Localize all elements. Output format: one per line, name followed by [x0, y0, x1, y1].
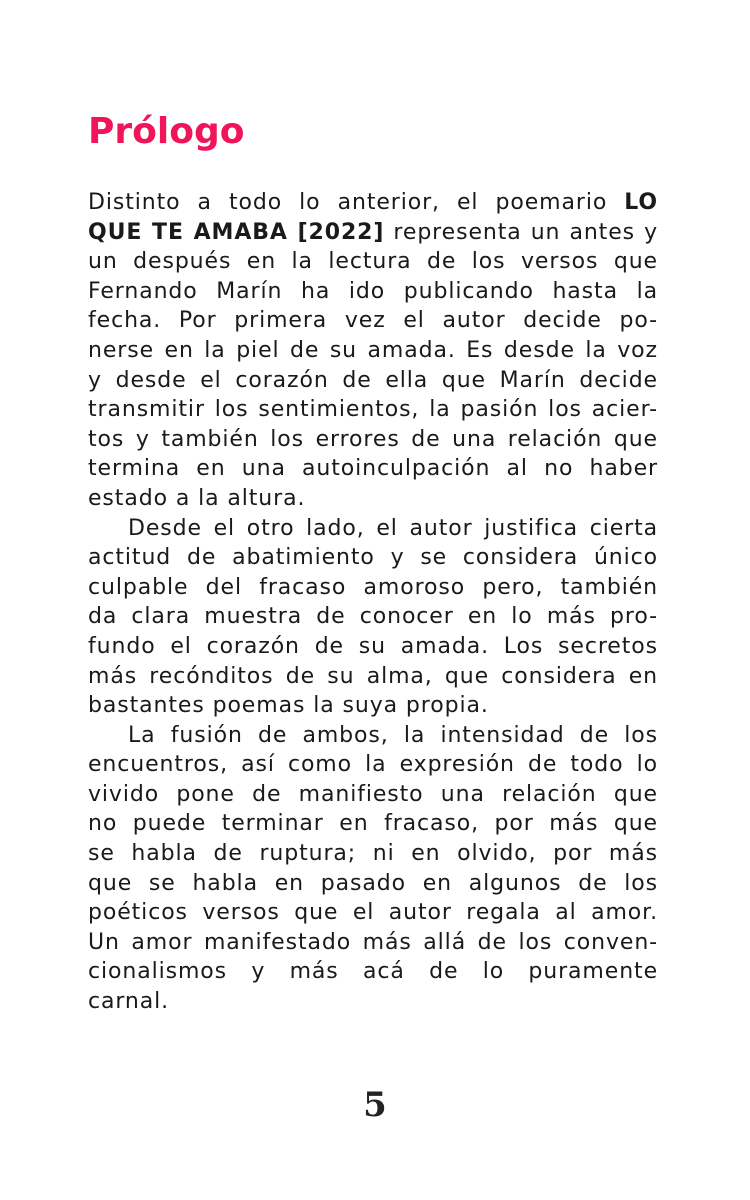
chapter-heading: Prólogo: [88, 111, 245, 152]
text-line: tos y también los errores de una relación que: [88, 426, 658, 452]
text-line: que se habla en pasado en algunos de los: [88, 870, 658, 896]
text-line: encuentros, así como la expresión de todo lo: [88, 752, 658, 778]
text-line: cionalismos y más acá de lo puramente: [88, 959, 658, 985]
text-line: no puede terminar en fracaso, por más que: [88, 811, 658, 837]
book-title-emphasis: QUE TE AMABA [2022]: [88, 219, 385, 245]
text-line: se habla de ruptura; ni en olvido, por más: [88, 841, 658, 867]
prologue-text: [88, 188, 658, 1017]
text-line: actitud de abatimiento y se considera único: [88, 545, 658, 571]
text-line: estado a la altura.: [88, 485, 306, 511]
book-title-emphasis: LO: [624, 190, 658, 215]
text-line: Fernando Marín ha ido publicando hasta la: [88, 278, 658, 304]
text-line: nerse en la piel de su amada. Es desde la voz: [88, 337, 658, 363]
text-line: QUE TE AMABA [2022] representa un antes y: [88, 219, 658, 245]
text-line: culpable del fracaso amoroso pero, también: [88, 574, 658, 600]
text-line: y desde el corazón de ella que Marín decide: [88, 367, 658, 393]
text-line: fundo el corazón de su amada. Los secretos: [88, 633, 658, 659]
text-line: bastantes poemas la suya propia.: [88, 693, 489, 719]
text-line: da clara muestra de conocer en lo más pro-: [88, 604, 658, 630]
text-line: carnal.: [88, 989, 170, 1015]
text-line: fecha. Por primera vez el autor decide po-: [88, 308, 658, 334]
text-line: Distinto a todo lo anterior, el poemario LO: [88, 190, 658, 215]
text-line: Desde el otro lado, el autor justifica cierta: [128, 515, 658, 541]
text-line: un después en la lectura de los versos que: [88, 249, 658, 275]
page-number: 5: [363, 1085, 387, 1125]
text-line: poéticos versos que el autor regala al amor.: [88, 900, 658, 926]
text-line: transmitir los sentimientos, la pasión los acier-: [88, 397, 658, 423]
text-line: termina en una autoinculpación al no haber: [88, 456, 658, 482]
text-line: vivido pone de manifiesto una relación que: [88, 781, 658, 807]
text-line: La fusión de ambos, la intensidad de los: [128, 722, 658, 748]
text-line: Un amor manifestado más allá de los conven-: [88, 929, 658, 955]
text-line: más recónditos de su alma, que considera en: [88, 663, 658, 689]
